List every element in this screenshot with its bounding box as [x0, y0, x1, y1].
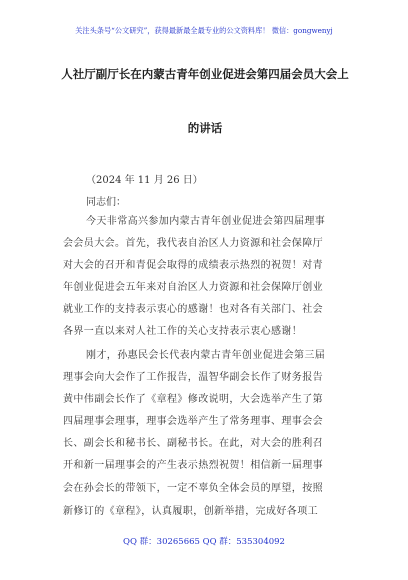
salutation: 同志们： [86, 197, 126, 208]
body-line: 年创业促进会五年来对自治区人力资源和社会保障厅创业 [63, 282, 323, 293]
body-line: 会会员大会。首先，我代表自治区人力资源和社会保障厅 [63, 238, 323, 249]
body-line: 四届理事会理事，理事会选举产生了常务理事、理事会会 [63, 416, 323, 427]
body-line: 就业工作的支持表示衷心的感谢！也对各有关部门、社会 [63, 304, 323, 315]
document-title-continued: 的讲话 [187, 121, 223, 135]
footer-contact: QQ 群：30265665 QQ 群：535304092 [123, 537, 285, 547]
body-line: 长、副会长和秘书长、副秘书长。在此，对大会的胜利召 [63, 438, 323, 449]
body-line: 新修订的《章程》，认真履职，创新举措，完成好各项工 [63, 506, 318, 517]
body-line: 对大会的召开和青促会取得的成绩表示热烈的祝贺！对青 [63, 260, 323, 271]
body-line: 今天非常高兴参加内蒙古青年创业促进会第四届理事 [86, 216, 326, 227]
body-line: 会在孙会长的带领下，一定不辜负全体会员的厚望，按照 [63, 483, 323, 494]
body-line: 开和新一届理事会的产生表示热烈祝贺！相信新一届理事 [63, 460, 323, 471]
body-line: 黄中伟副会长作了《章程》修改说明，大会选举产生了第 [63, 394, 323, 405]
body-line: 理事会向大会作了工作报告，温智华副会长作了财务报告 [63, 372, 323, 383]
body-line: 各界一直以来对人社工作的关心支持表示衷心感谢！ [63, 326, 303, 337]
body-line: 刚才，孙惠民会长代表内蒙古青年创业促进会第三届 [86, 350, 326, 361]
header-banner: 关注头条号“公文研究”，获得最新最全最专业的公文资料库！ 微信：gongwenyj [75, 26, 333, 35]
speech-date: （2024 年 11 月 26 日） [86, 175, 203, 186]
document-title: 人社厅副厅长在内蒙古青年创业促进会第四届会员大会上 [61, 67, 349, 81]
